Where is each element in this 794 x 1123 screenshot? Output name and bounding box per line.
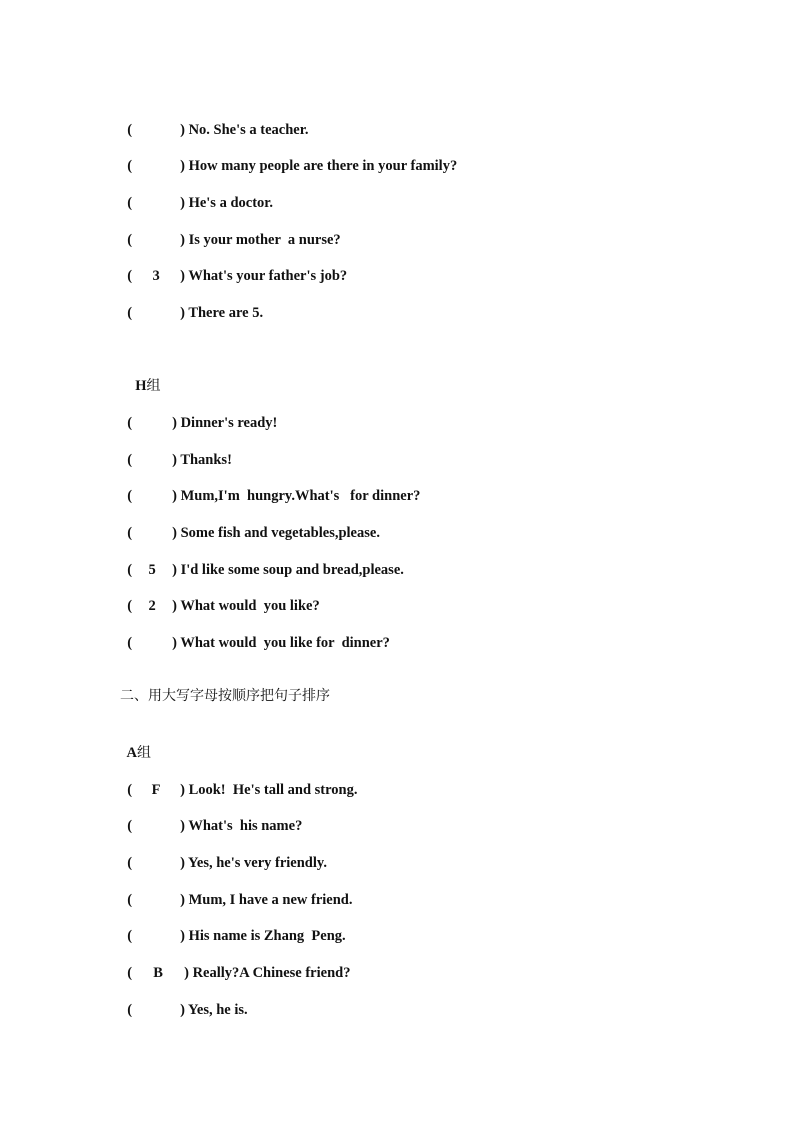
group-letter: A [126, 745, 137, 761]
open-paren: ( [127, 892, 133, 908]
close-paren: ) [172, 598, 177, 614]
list-item [120, 796, 302, 836]
close-paren: ) [180, 232, 185, 248]
list-item [120, 760, 358, 800]
list-item [120, 576, 320, 616]
sentence-text: Is your mother a nurse? [188, 232, 341, 248]
list-item [120, 466, 420, 506]
open-paren: ( [127, 855, 133, 871]
close-paren: ) [172, 525, 177, 541]
list-item [120, 980, 248, 1020]
open-paren: ( [127, 965, 133, 981]
answer-blank[interactable]: 3 [152, 268, 160, 284]
sentence-text: Yes, he is. [188, 1002, 248, 1018]
open-paren: ( [127, 562, 133, 578]
answer-blank[interactable]: B [153, 965, 163, 981]
answer-blank[interactable]: 5 [148, 562, 156, 578]
sentence-text: What would you like? [180, 598, 320, 614]
open-paren: ( [127, 305, 133, 321]
open-paren: ( [127, 782, 133, 798]
list-item [120, 283, 263, 323]
close-paren: ) [180, 1002, 185, 1018]
close-paren: ) [180, 928, 185, 944]
group-suffix: 组 [146, 378, 161, 394]
close-paren: ) [180, 268, 185, 284]
sentence-text: His name is Zhang Peng. [188, 928, 346, 944]
close-paren: ) [180, 158, 185, 174]
open-paren: ( [127, 1002, 133, 1018]
close-paren: ) [172, 488, 177, 504]
close-paren: ) [172, 562, 177, 578]
close-paren: ) [180, 855, 185, 871]
open-paren: ( [127, 635, 133, 651]
group-letter: H [135, 378, 147, 394]
sentence-text: Some fish and vegetables,please. [180, 525, 380, 541]
sentence-text: I'd like some soup and bread,please. [180, 562, 404, 578]
close-paren: ) [180, 122, 185, 138]
open-paren: ( [127, 488, 133, 504]
list-item [120, 210, 341, 250]
sentence-text: What's his name? [188, 818, 303, 834]
sentence-text: What's your father's job? [188, 268, 348, 284]
sentence-text: He's a doctor. [188, 195, 274, 211]
list-item [120, 503, 380, 543]
list-item [120, 833, 327, 873]
list-item [120, 136, 457, 176]
list-item [120, 613, 390, 653]
open-paren: ( [127, 452, 133, 468]
list-item [120, 100, 308, 140]
sentence-text: How many people are there in your family? [188, 158, 458, 174]
open-paren: ( [127, 525, 133, 541]
open-paren: ( [127, 158, 133, 174]
close-paren: ) [180, 305, 185, 321]
list-item [120, 246, 347, 286]
group-heading-a [120, 723, 151, 763]
sentence-text: Mum,I'm hungry.What's for dinner? [180, 488, 421, 504]
list-item [120, 393, 277, 433]
answer-blank[interactable]: F [151, 782, 161, 798]
list-item [120, 173, 273, 213]
list-item [120, 870, 353, 910]
list-item [120, 906, 346, 946]
sentence-text: What would you like for dinner? [180, 635, 390, 651]
open-paren: ( [127, 818, 133, 834]
close-paren: ) [180, 818, 185, 834]
sentence-text: Really?A Chinese friend? [192, 965, 351, 981]
sentence-text: Yes, he's very friendly. [188, 855, 327, 871]
open-paren: ( [127, 122, 133, 138]
close-paren: ) [184, 965, 189, 981]
close-paren: ) [180, 892, 185, 908]
open-paren: ( [127, 232, 133, 248]
close-paren: ) [172, 452, 177, 468]
open-paren: ( [127, 415, 133, 431]
sentence-text: Thanks! [180, 452, 232, 468]
close-paren: ) [180, 195, 185, 211]
section-title: 二、用大写字母按顺序把句子排序 [120, 688, 330, 704]
answer-blank[interactable]: 2 [148, 598, 156, 614]
list-item [120, 540, 404, 580]
sentence-text: No. She's a teacher. [188, 122, 309, 138]
open-paren: ( [127, 928, 133, 944]
open-paren: ( [127, 598, 133, 614]
group-heading-h [128, 356, 161, 396]
group-suffix: 组 [136, 745, 151, 761]
close-paren: ) [172, 415, 177, 431]
open-paren: ( [127, 268, 133, 284]
sentence-text: Mum, I have a new friend. [188, 892, 353, 908]
close-paren: ) [180, 782, 185, 798]
close-paren: ) [172, 635, 177, 651]
list-item [120, 430, 232, 470]
sentence-text: Look! He's tall and strong. [188, 782, 358, 798]
sentence-text: There are 5. [188, 305, 264, 321]
list-item [120, 943, 350, 983]
open-paren: ( [127, 195, 133, 211]
sentence-text: Dinner's ready! [180, 415, 278, 431]
